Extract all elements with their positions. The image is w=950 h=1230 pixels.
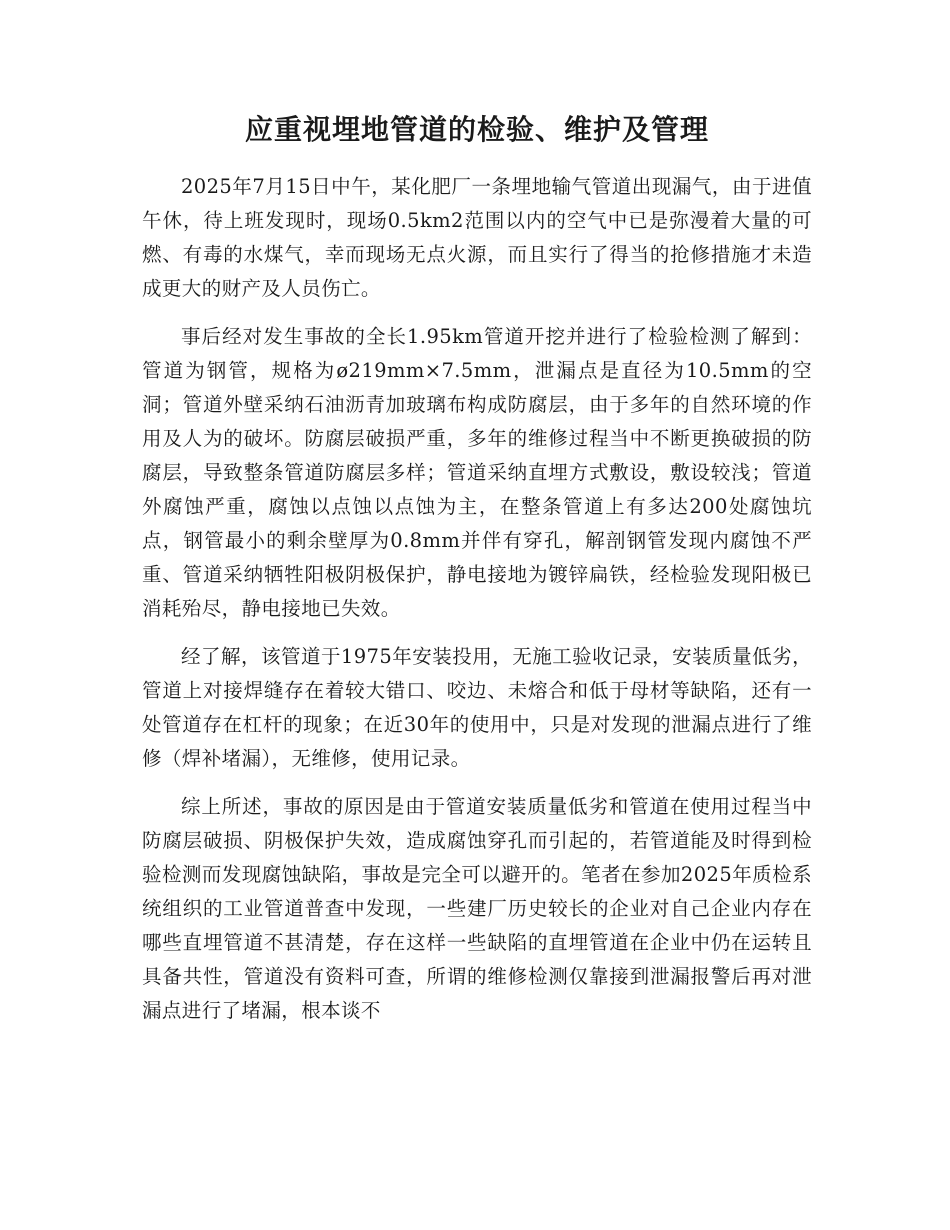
document-title: 应重视埋地管道的检验、维护及管理 bbox=[244, 113, 709, 146]
paragraph-history: 经了解，该管道于1975年安装投用，无施工验收记录，安装质量低劣，管道上对接焊缝存在着较大错口、咬边、未熔合和低于母材等缺陷，还有一处管道存在杠杆的现象；在近30年的使用中，只是对发现的泄漏点进行了维修（焊补堵漏），无维修，使用记录。 bbox=[142, 645, 812, 770]
paragraph-incident: 2025年7月15日中午，某化肥厂一条埋地输气管道出现漏气，由于进值午休，待上班发现时，现场0.5km2范围以内的空气中已是弥漫着大量的可燃、有毒的水煤气，幸而现场无点火源，而且实行了得当的抢修措施才未造成更大的财产及人员伤亡。 bbox=[142, 175, 812, 300]
paragraph-inspection-findings: 事后经对发生事故的全长1.95km管道开挖并进行了检验检测了解到：管道为钢管，规格为ø219mm×7.5mm，泄漏点是直径为10.5mm的空洞；管道外壁采纳石油沥青加玻璃布构成防腐层，由于多年的自然环境的作用及人为的破坏。防腐层破损严重，多年的维修过程当中不断更换破损的防腐层，导致整条管道防腐层多样；管道采纳直埋方式敷设，敷设较浅；管道外腐蚀严重，腐蚀以点蚀以点蚀为主，在整条管道上有多达200处腐蚀坑点，钢管最小的剩余壁厚为0.8mm并伴有穿孔，解剖钢管发现内腐蚀不严重、管道采纳牺牲阳极阴极保护，静电接地为镀锌扁铁，经检验发现阳极已消耗殆尽，静电接地已失效。 bbox=[142, 325, 812, 620]
paragraph-conclusion: 综上所述，事故的原因是由于管道安装质量低劣和管道在使用过程当中防腐层破损、阴极保护失效，造成腐蚀穿孔而引起的，若管道能及时得到检验检测而发现腐蚀缺陷，事故是完全可以避开的。笔者在参加2025年质检系统组织的工业管道普查中发现，一些建厂历史较长的企业对自己企业内存在哪些直埋管道不甚清楚，存在这样一些缺陷的直埋管道在企业中仍在运转且具备共性，管道没有资料可查，所谓的维修检测仅靠接到泄漏报警后再对泄漏点进行了堵漏，根本谈不 bbox=[142, 795, 812, 1022]
document-page bbox=[142, 108, 812, 1042]
